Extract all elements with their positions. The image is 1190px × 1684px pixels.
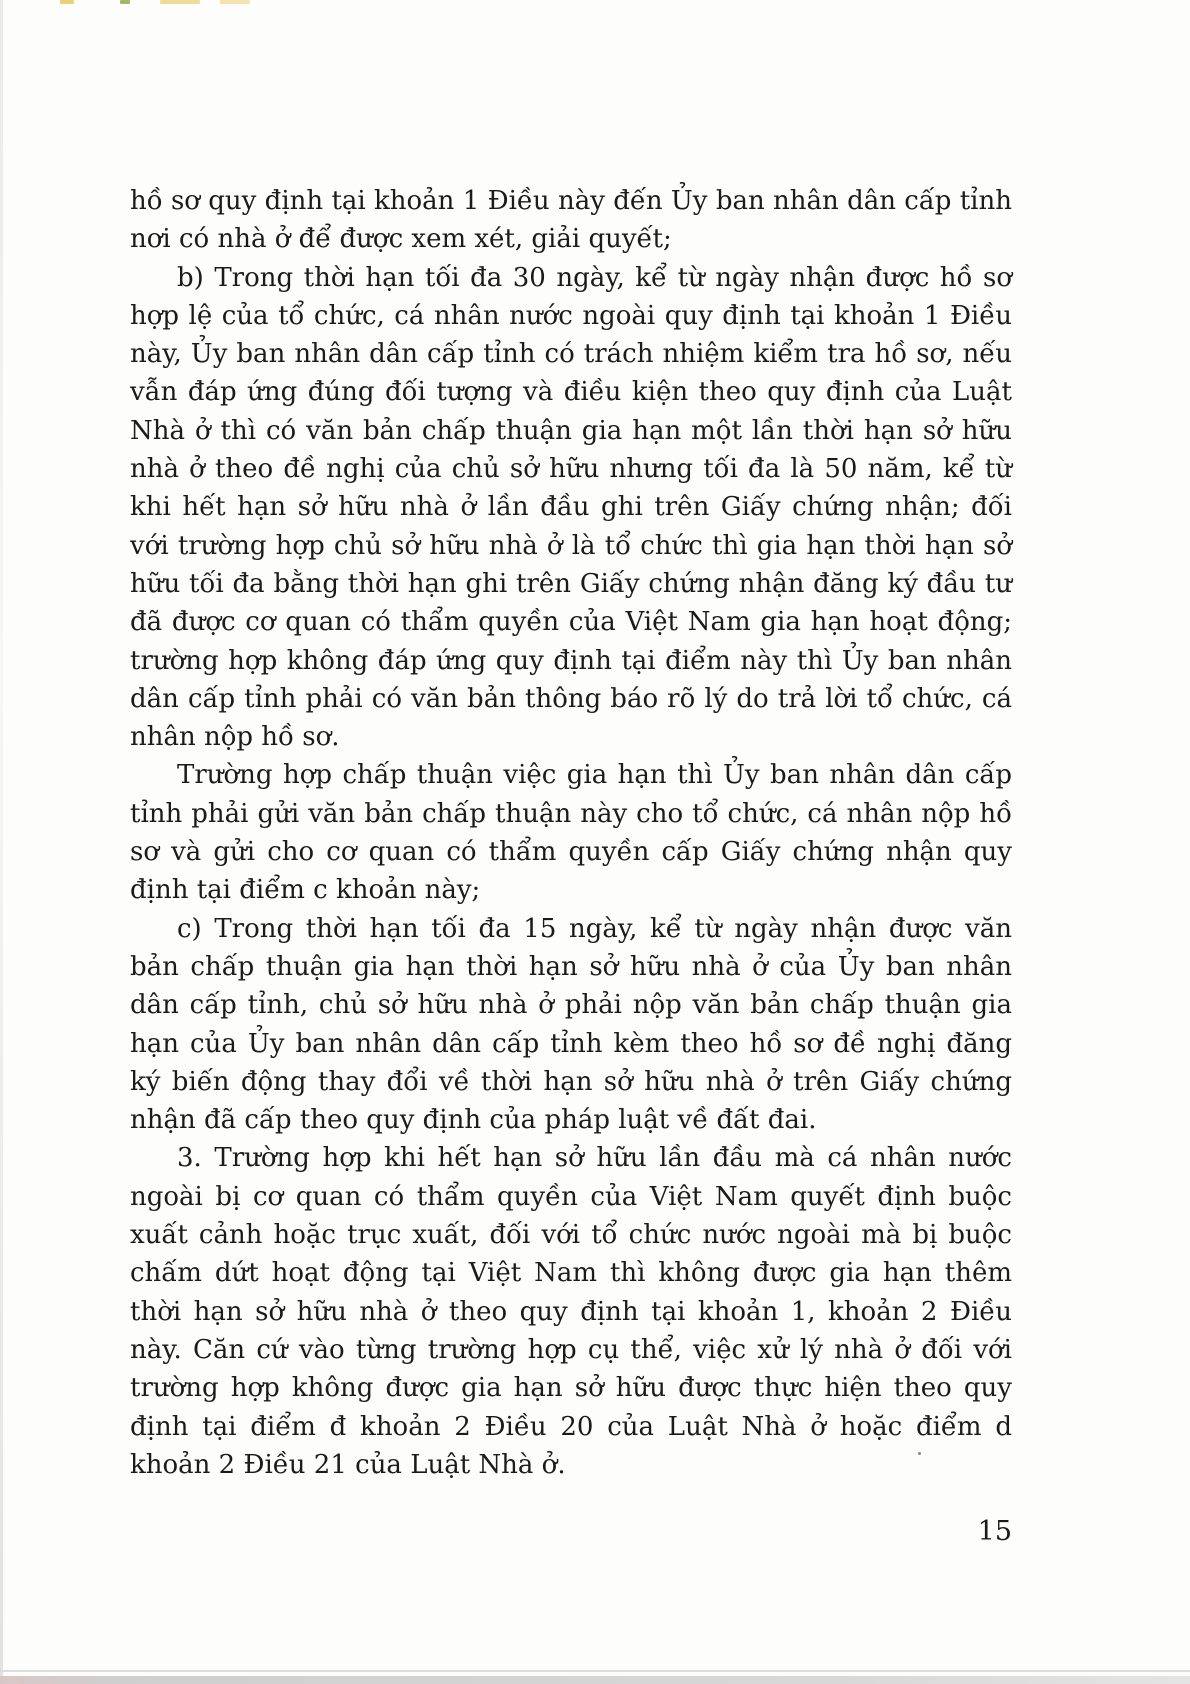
document-body xyxy=(130,182,1012,1484)
paragraph-point-c: c) Trong thời hạn tối đa 15 ngày, kể từ ngày nhận được văn bản chấp thuận gia hạn thời hạn sở hữu nhà ở của Ủy ban nhân dân cấp tỉnh, chủ sở hữu nhà ở phải nộp văn bản chấp thuận gia hạn của Ủy ban nhân dân cấp tỉnh kèm theo hồ sơ đề nghị đăng ký biến động thay đổi về thời hạn sở hữu nhà ở trên Giấy chứng nhận đã cấp theo quy định của pháp luật về đất đai. xyxy=(130,913,1012,1136)
scan-bottom-edge xyxy=(0,1676,1190,1684)
paragraph-continuation: hồ sơ quy định tại khoản 1 Điều này đến Ủy ban nhân dân cấp tỉnh nơi có nhà ở để được xem xét, giải quyết; xyxy=(130,186,1012,255)
scan-bottom-line xyxy=(0,1670,1190,1672)
paragraph-point-b: b) Trong thời hạn tối đa 30 ngày, kể từ ngày nhận được hồ sơ hợp lệ của tổ chức, cá nhân nước ngoài quy định tại khoản 1 Điều này, Ủy ban nhân dân cấp tỉnh có trách nhiệm kiểm tra hồ sơ, nếu vẫn đáp ứng đúng đối tượng và điều kiện theo quy định của Luật Nhà ở thì có văn bản chấp thuận gia hạn một lần thời hạn sở hữu nhà ở theo đề nghị của chủ sở hữu nhưng tối đa là 50 năm, kể từ khi hết hạn sở hữu nhà ở lần đầu ghi trên Giấy chứng nhận; đối với trường hợp chủ sở hữu nhà ở là tổ chức thì gia hạn thời hạn sở hữu tối đa bằng thời hạn ghi trên Giấy chứng nhận đăng ký đầu tư đã được cơ quan có thẩm quyền của Việt Nam gia hạn hoạt động; trường hợp không đáp ứng quy định tại điểm này thì Ủy ban nhân dân cấp tỉnh phải có văn bản thông báo rõ lý do trả lời tổ chức, cá nhân nộp hồ sơ. xyxy=(130,262,1012,753)
paragraph-approval-case: Trường hợp chấp thuận việc gia hạn thì Ủy ban nhân dân cấp tỉnh phải gửi văn bản chấp thuận này cho tổ chức, cá nhân nộp hồ sơ và gửi cho cơ quan có thẩm quyền cấp Giấy chứng nhận quy định tại điểm c khoản này; xyxy=(130,760,1012,906)
page-number: 15 xyxy=(977,1516,1012,1547)
paragraph-clause-3: 3. Trường hợp khi hết hạn sở hữu lần đầu mà cá nhân nước ngoài bị cơ quan có thẩm quyền của Việt Nam quyết định buộc xuất cảnh hoặc trục xuất, đối với tổ chức nước ngoài mà bị buộc chấm dứt hoạt động tại Việt Nam thì không được gia hạn thêm thời hạn sở hữu nhà ở theo quy định tại khoản 1, khoản 2 Điều này. Căn cứ vào từng trường hợp cụ thể, việc xử lý nhà ở đối với trường hợp không được gia hạn sở hữu được thực hiện theo quy định tại điểm đ khoản 2 Điều 20 của Luật Nhà ở hoặc điểm d khoản 2 Điều 21 của Luật Nhà ở. xyxy=(130,1143,1012,1480)
scan-left-edge xyxy=(0,0,3,1684)
scan-speck xyxy=(918,1452,921,1455)
scan-top-marks xyxy=(60,0,320,6)
